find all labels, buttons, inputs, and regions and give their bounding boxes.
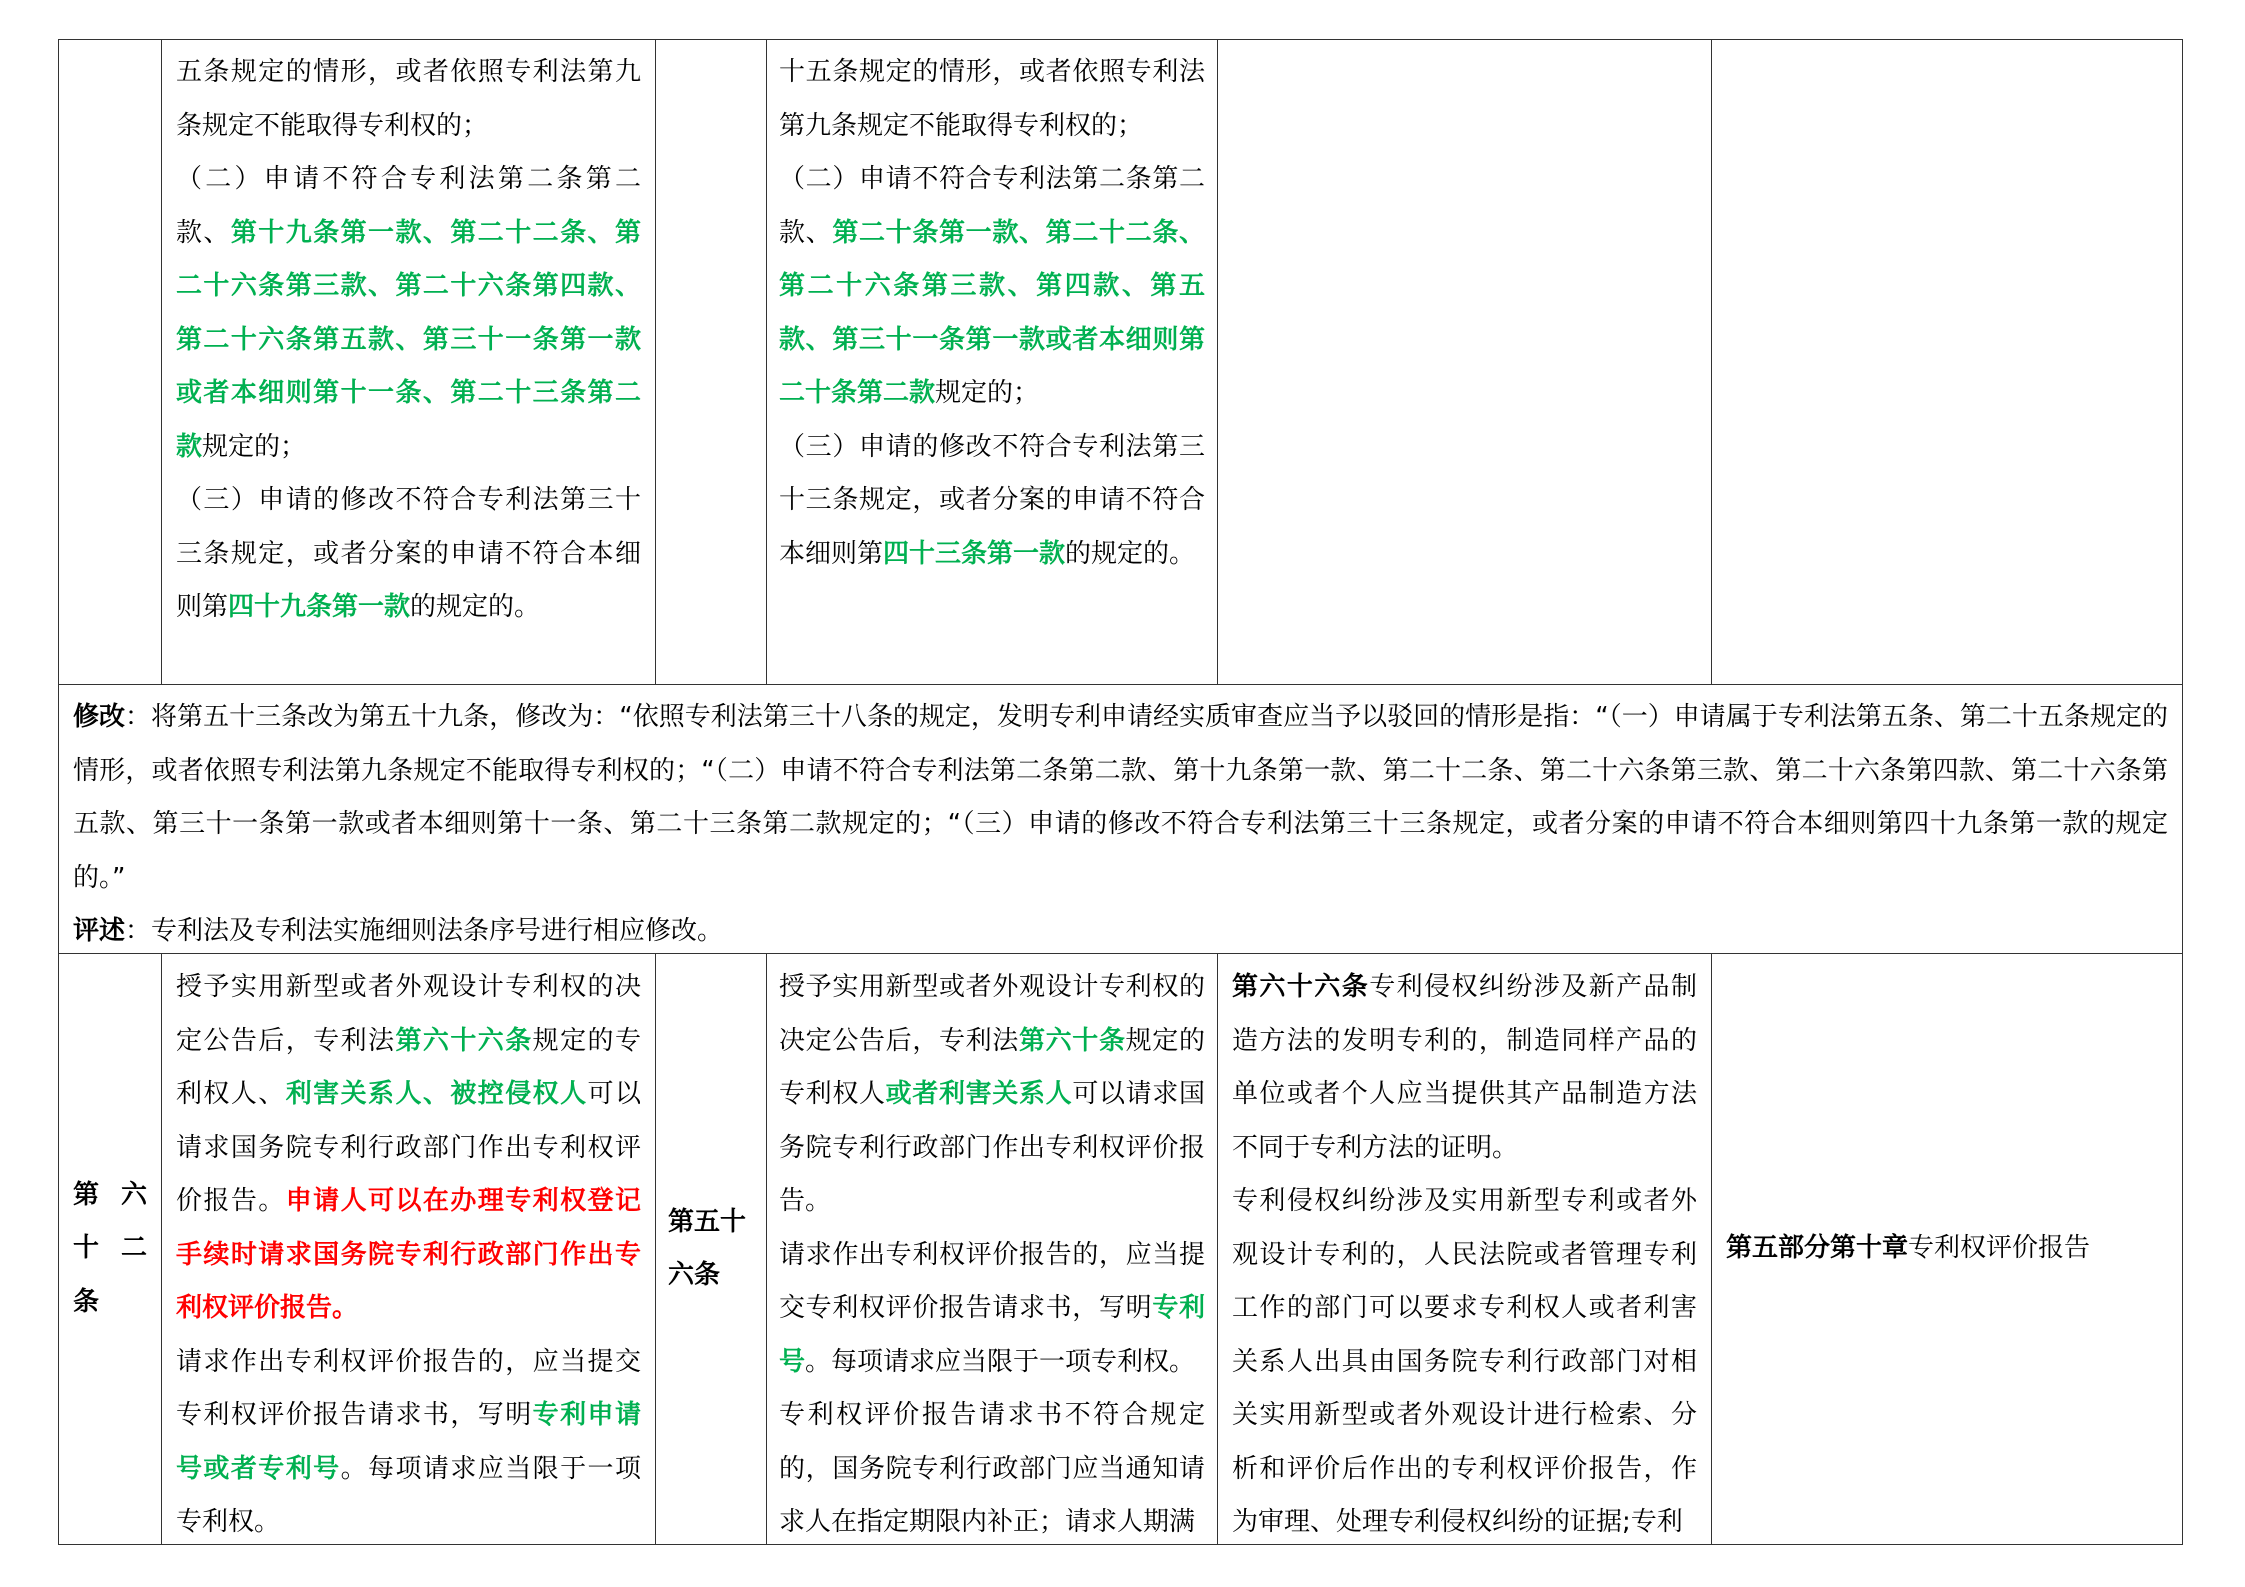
current-rule-text-cell <box>767 40 1218 685</box>
draft-rule-text-cell <box>162 40 656 685</box>
draft-article-number-cell <box>59 40 162 685</box>
draft-paragraph <box>176 1336 641 1546</box>
draft-paragraph <box>176 46 641 153</box>
patent-law-paragraph <box>1232 961 1697 1175</box>
current-paragraph <box>779 961 1205 1229</box>
added-text: 申请人可以在办理专利权登记手续时请求国务院专利行政部门作出专利权评价报告。 <box>176 1186 641 1323</box>
text-segment: 可以请求国务院专利行政部门作出专利权评价报告。 <box>176 1079 641 1216</box>
modified-text: 专利申请号或者专利号 <box>176 1400 641 1484</box>
current-paragraph <box>779 46 1205 153</box>
text-segment: （三）申请的修改不符合专利法第三十三条规定，或者分案的申请不符合本细则第 <box>779 431 1205 569</box>
text-segment: 专利权评价报告请求书不符合规定的，国务院专利行政部门应当通知请求人在指定期限内补正；请求人期满 <box>779 1400 1205 1537</box>
commentary-cell <box>59 685 2183 954</box>
text-segment: （二）申请不符合专利法第二条第二款、 <box>176 164 641 248</box>
text-segment: 授予实用新型或者外观设计专利权的决定公告后，专利法 <box>779 972 1205 1056</box>
current-article-number: 第五十六条 <box>668 1206 747 1290</box>
text-segment: 。每项请求应当限于一项专利权。 <box>805 1346 1196 1377</box>
comment-label: 评述 <box>73 916 126 946</box>
text-segment: （三）申请的修改不符合专利法第三十三条规定，或者分案的申请不符合本细则第 <box>176 485 641 622</box>
current-paragraph <box>779 153 1205 421</box>
comment-note <box>73 905 2168 954</box>
patent-law-text-cell <box>1218 954 1712 1545</box>
current-article-number-cell <box>656 40 767 685</box>
patent-law-paragraph <box>1232 1175 1697 1545</box>
comparison-table <box>58 39 2183 1545</box>
text-segment: （二）申请不符合专利法第二条第二款、 <box>779 164 1205 248</box>
draft-paragraph <box>176 153 641 474</box>
modified-text: 利害关系人、被控侵权人 <box>285 1079 588 1109</box>
modified-text: 专利号 <box>779 1293 1205 1377</box>
text-segment: 请求作出专利权评价报告的，应当提交专利权评价报告请求书，写明 <box>176 1346 641 1430</box>
text-segment: 规定的； <box>935 378 1040 408</box>
guideline-part: 第五部分第十章 <box>1726 1233 1909 1264</box>
text-segment: 的规定的。 <box>410 592 541 622</box>
current-paragraph <box>779 1229 1205 1390</box>
text-segment: 授予实用新型或者外观设计专利权的决定公告后，专利法 <box>176 972 641 1056</box>
modified-text: 第十九条第一款、第二十二条、第二十六条第三款、第二十六条第四款、第二十六条第五款、第三十一条第一款或者本细则第十一条、第二十三条第二款 <box>176 217 641 462</box>
guideline-ref-cell <box>1712 954 2183 1545</box>
modified-text: 第二十条第一款、第二十二条、第二十六条第三款、第四款、第五款、第三十一条第一款或者本细则第二十条第二款 <box>779 217 1205 408</box>
comment-text: ：专利法及专利法实施细则法条序号进行相应修改。 <box>125 916 724 946</box>
change-label: 修改 <box>73 702 126 732</box>
guideline-ref <box>1726 1222 2168 1276</box>
modified-text: 第六十六条 <box>395 1025 533 1056</box>
text-segment: 五条规定的情形，或者依照专利法第九条规定不能取得专利权的； <box>176 57 641 141</box>
draft-article-number-cell <box>59 954 162 1545</box>
text-segment: 的规定的。 <box>1065 538 1196 569</box>
text-segment: 十五条规定的情形，或者依照专利法第九条规定不能取得专利权的； <box>779 57 1205 141</box>
guideline-title: 专利权评价报告 <box>1908 1233 2091 1264</box>
text-segment: 专利侵权纠纷涉及新产品制造方法的发明专利的，制造同样产品的单位或者个人应当提供其产品制造方法不同于专利方法的证明。 <box>1232 972 1697 1163</box>
modified-text: 或者利害关系人 <box>885 1079 1073 1109</box>
change-note <box>73 691 2168 905</box>
text-segment: 规定的专利权人、 <box>176 1025 641 1109</box>
draft-article-number: 第六十二条 <box>73 1179 147 1317</box>
draft-rule-text-cell <box>162 954 656 1545</box>
patent-law-article: 第六十六条 <box>1232 972 1370 1002</box>
current-paragraph <box>779 421 1205 582</box>
draft-paragraph <box>176 474 641 635</box>
change-text: ：将第五十三条改为第五十九条，修改为：“依照专利法第三十八条的规定，发明专利申请经实质审查应当予以驳回的情形是指：“（一）申请属于专利法第五条、第二十五条规定的情形，或者依照专利法第九条规定不能取得专利权的；“（二）申请不符合专利法第二条第二款、第十九条第一款、第二十二条、第二十六条第三款、第二十六条第四款、第二十六条第五款、第三十一条第一款或者本细则第十一条、第二十三条第二款规定的；“（三）申请的修改不符合专利法第三十三条规定，或者分案的申请不符合本细则第四十九条第一款的规定的。” <box>73 702 2168 893</box>
text-segment: 规定的； <box>202 431 307 462</box>
modified-text: 第六十条 <box>1018 1025 1126 1056</box>
draft-paragraph <box>176 961 641 1336</box>
text-segment: 。每项请求应当限于一项专利权。 <box>176 1453 641 1537</box>
text-segment: 专利侵权纠纷涉及实用新型专利或者外观设计专利的，人民法院或者管理专利工作的部门可以要求专利权人或者利害关系人出具由国务院专利行政部门对相关实用新型或者外观设计进行检索、分析和评价后作出的专利权评价报告，作为审理、处理专利侵权纠纷的证据;专利 <box>1232 1186 1697 1537</box>
patent-law-text-cell <box>1218 40 1712 685</box>
guideline-ref-cell <box>1712 40 2183 685</box>
modified-text: 四十三条第一款 <box>883 538 1066 569</box>
text-segment: 规定的专利权人 <box>779 1025 1205 1109</box>
current-rule-text-cell <box>767 954 1218 1545</box>
modified-text: 四十九条第一款 <box>228 592 411 622</box>
current-article-number-cell <box>656 954 767 1545</box>
current-paragraph <box>779 1389 1205 1545</box>
text-segment: 可以请求国务院专利行政部门作出专利权评价报告。 <box>779 1079 1205 1216</box>
text-segment: 请求作出专利权评价报告的，应当提交专利权评价报告请求书，写明 <box>779 1239 1205 1323</box>
